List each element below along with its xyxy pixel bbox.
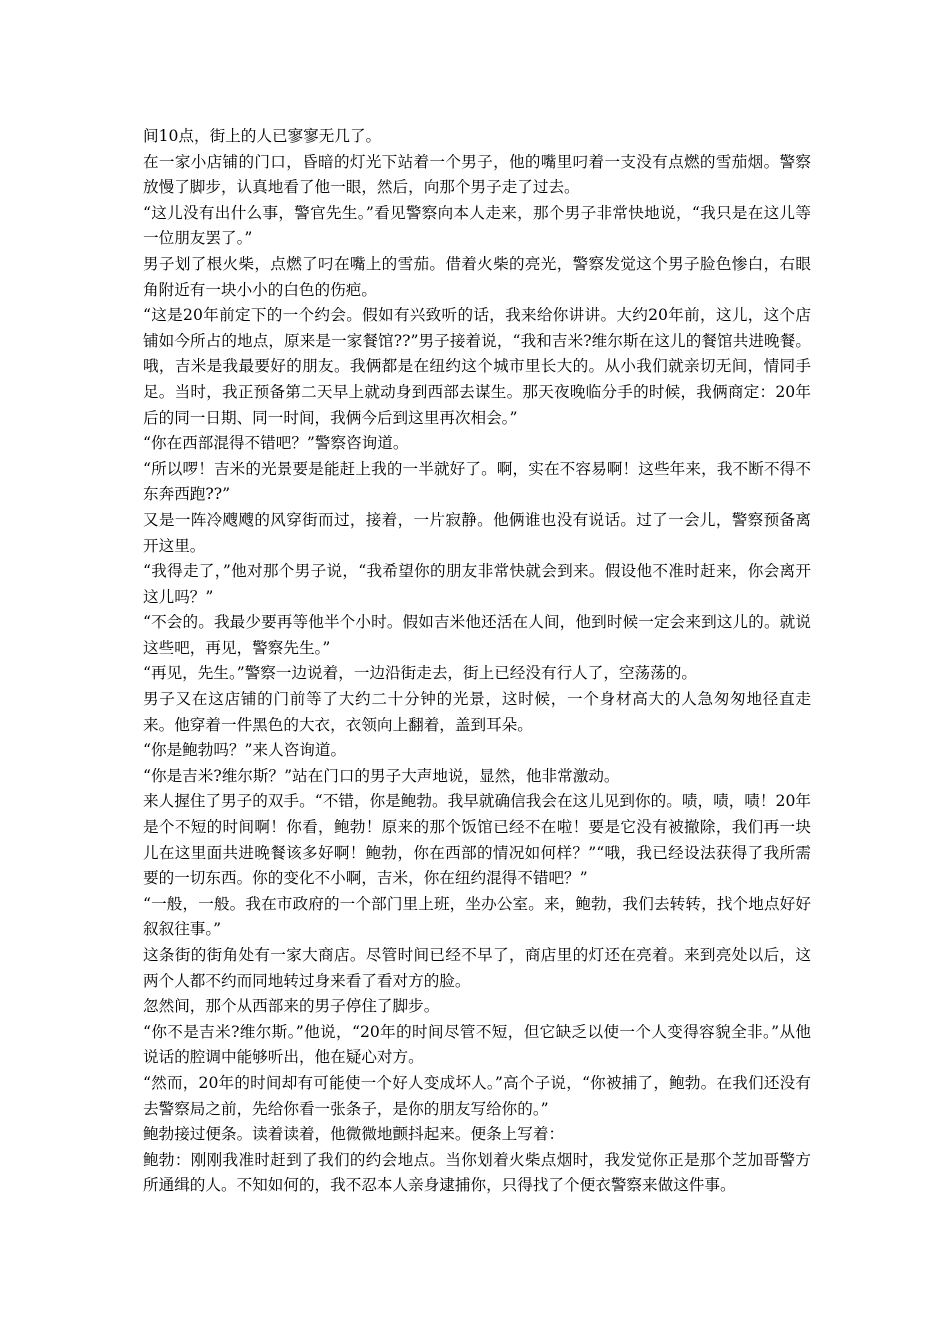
paragraph: 在一家小店铺的门口，昏暗的灯光下站着一个男子，他的嘴里叼着一支没有点燃的雪茄烟。警察放慢了脚步，认真地看了他一眼，然后，向那个男子走了过去。: [143, 152, 811, 197]
paragraph: “一般，一般。我在市政府的一个部门里上班，坐办公室。来，鲍勃，我们去转转，找个地点好好叙叙往事。”: [143, 894, 811, 939]
paragraph: “再见，先生。”警察一边说着，一边沿街走去，街上已经没有行人了，空荡荡的。: [143, 664, 697, 683]
paragraph: 间10点，街上的人已寥寥无几了。: [143, 127, 382, 145]
document-body: [143, 124, 811, 1199]
paragraph: “这儿没有出什么事，警官先生。”看见警察向本人走来，那个男子非常快地说，“我只是在这儿等一位朋友罢了。”: [143, 203, 811, 248]
paragraph: “你在西部混得不错吧？”警察咨询道。: [143, 434, 409, 453]
paragraph: 忽然间，那个从西部来的男子停住了脚步。: [143, 997, 440, 1016]
paragraph: “不会的。我最少要再等他半个小时。假如吉米他还活在人间，他到时候一定会来到这儿的。就说这些吧，再见，警察先生。”: [143, 613, 811, 657]
paragraph: 又是一阵冷飕飕的风穿街而过，接着，一片寂静。他俩谁也没有说话。过了一会儿，警察预备离开这里。: [143, 510, 811, 555]
paragraph: 这条街的街角处有一家大商店。尽管时间已经不早了，商店里的灯还在亮着。来到亮处以后，这两个人都不约而同地转过身来看了看对方的脸。: [143, 946, 811, 990]
paragraph: “我得走了，”他对那个男子说，“我希望你的朋友非常快就会到来。假设他不准时赶来，你会离开这儿吗？”: [143, 562, 811, 606]
paragraph: “你是吉米?维尔斯？”站在门口的男子大声地说，显然，他非常激动。: [143, 766, 620, 785]
paragraph: “你不是吉米?维尔斯。”他说，“20年的时间尽管不短，但它缺乏以使一个人变得容貌全非。”从他说话的腔调中能够听出，他在疑心对方。: [143, 1022, 811, 1067]
paragraph: 男子划了根火柴，点燃了叼在嘴上的雪茄。借着火柴的亮光，警察发觉这个男子脸色惨白，右眼角附近有一块小小的白色的伤疤。: [143, 254, 811, 299]
paragraph: 鲍勃：刚刚我准时赶到了我们的约会地点。当你划着火柴点烟时，我发觉你正是那个芝加哥警方所通缉的人。不知如何的，我不忍本人亲身逮捕你，只得找了个便衣警察来做这件事。: [143, 1150, 811, 1195]
paragraph: “所以啰！吉米的光景要是能赶上我的一半就好了。啊，实在不容易啊！这些年来，我不断不得不东奔西跑??”: [143, 459, 811, 504]
paragraph: “你是鲍勃吗？”来人咨询道。: [143, 741, 347, 760]
paragraph: 鲍勃接过便条。读着读着，他微微地颤抖起来。便条上写着：: [143, 1125, 565, 1144]
paragraph: “这是20年前定下的一个约会。假如有兴致听的话，我来给你讲讲。大约20年前，这儿，这个店铺如今所占的地点，原来是一家餐馆??”男子接着说，“我和吉米?维尔斯在这儿的餐馆共进晚餐。哦，吉米是我最要好的朋友。我俩都是在纽约这个城市里长大的。从小我们就亲切无间，情同手足。当时，我正预备第二天早上就动身到西部去谋生。那天夜晚临分手的时候，我俩商定：20年后的同一日期、同一时间，我俩今后到这里再次相会。”: [143, 306, 811, 427]
paragraph: 男子又在这店铺的门前等了大约二十分钟的光景，这时候，一个身材高大的人急匆匆地径直走来。他穿着一件黑色的大衣，衣领向上翻着，盖到耳朵。: [143, 690, 811, 734]
paragraph: 来人握住了男子的双手。“不错，你是鲍勃。我早就确信我会在这儿见到你的。啧，啧，啧！20年是个不短的时间啊！你看，鲍勃！原来的那个饭馆已经不在啦！要是它没有被撤除，我们再一块儿在这里面共进晚餐该多好啊！鲍勃，你在西部的情况如何样？”“哦，我已经设法获得了我所需要的一切东西。你的变化不小啊，吉米，你在纽约混得不错吧？”: [143, 792, 811, 888]
paragraph: “然而，20年的时间却有可能使一个好人变成坏人。”高个子说，“你被捕了，鲍勃。在我们还没有去警察局之前，先给你看一张条子，是你的朋友写给你的。”: [143, 1073, 811, 1118]
